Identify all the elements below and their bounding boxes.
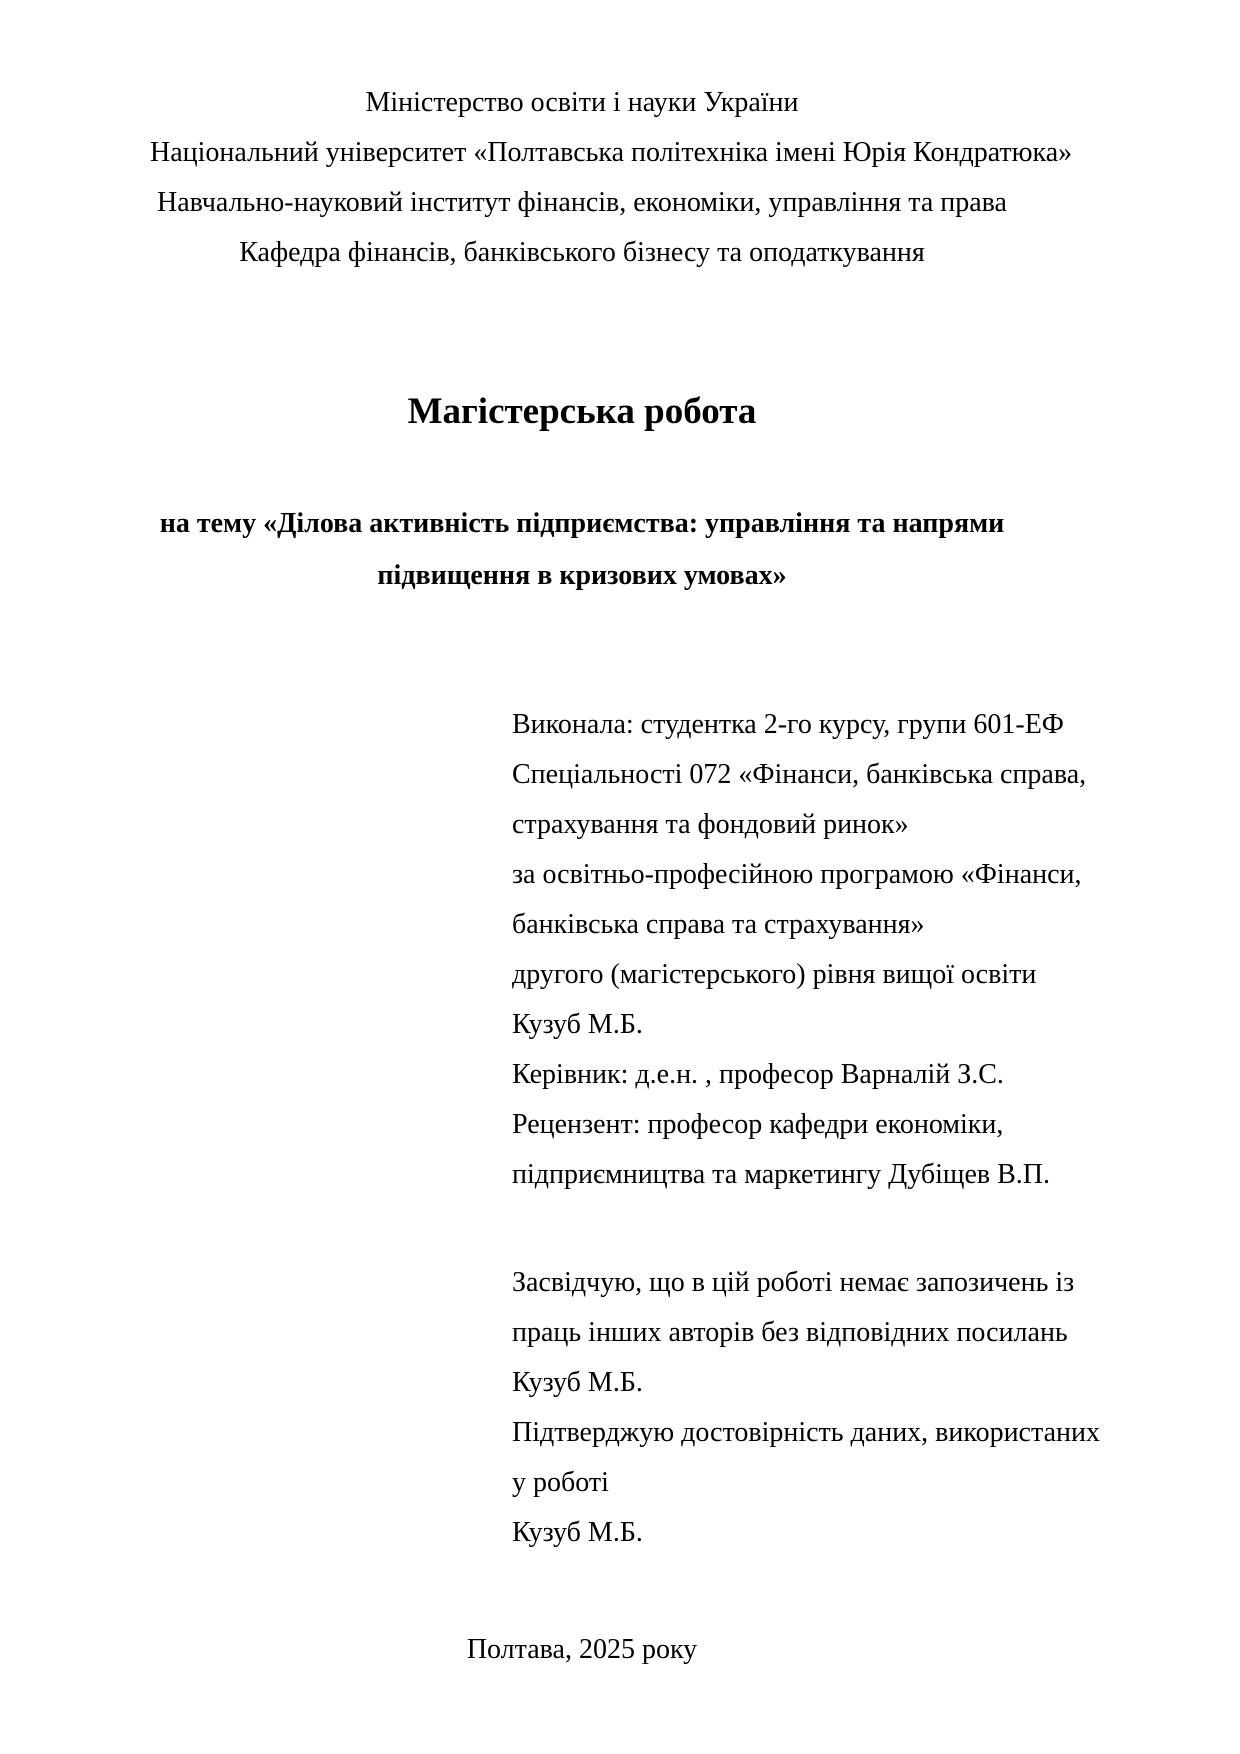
author-line: Спеціальності 072 «Фінанси, банківська справа, <box>512 759 1087 790</box>
author-line: Рецензент: професор кафедри економіки, <box>512 1109 1004 1140</box>
declaration-line: Кузуб М.Б. <box>512 1367 643 1398</box>
declaration-line: Підтверджую достовірність даних, використаних <box>512 1417 1100 1448</box>
header-line: Навчально-науковий інститут фінансів, економіки, управління та права <box>157 187 1007 218</box>
ministry-university-header <box>150 0 1073 278</box>
declaration-line: праць інших авторів без відповідних посилань <box>512 1317 1068 1348</box>
originality-declaration-block <box>512 1258 1100 1558</box>
declaration-line: Кузуб М.Б. <box>512 1517 643 1548</box>
author-line: банківська справа та страхування» <box>512 909 925 940</box>
place-year-footer: Полтава, 2025 року <box>466 1634 698 1665</box>
author-line: другого (магістерського) рівня вищої освіти <box>512 959 1037 990</box>
header-line: Міністерство освіти і науки України <box>365 87 799 118</box>
header-line: Національний університет «Полтавська політехніка імені Юрія Кондратюка» <box>150 137 1073 168</box>
author-line: підприємництва та маркетингу Дубіщев В.П. <box>512 1159 1051 1190</box>
text-column <box>150 0 1100 1675</box>
author-line: за освітньо-професійною програмою «Фінанси, <box>512 859 1082 890</box>
author-line: Виконала: студентка 2-го курсу, групи 601-ЕФ <box>512 709 1064 740</box>
author-supervisor-block <box>512 700 1087 1200</box>
declaration-line: Засвідчую, що в цій роботі немає запозичень із <box>512 1267 1075 1298</box>
author-line: Кузуб М.Б. <box>512 1009 643 1040</box>
author-line: Керівник: д.е.н. , професор Варналій З.С. <box>512 1059 1004 1090</box>
header-line: Кафедра фінансів, банківського бізнесу та оподаткування <box>239 237 925 268</box>
author-line: страхування та фондовий ринок» <box>512 809 909 840</box>
topic-line: підвищення в кризових умовах» <box>377 560 787 591</box>
topic-line: на тему «Ділова активність підприємства: управління та напрями <box>159 508 1005 539</box>
thesis-topic <box>150 498 1014 602</box>
declaration-line: у роботі <box>512 1467 609 1498</box>
thesis-type-title: Магістерська робота <box>407 391 757 432</box>
